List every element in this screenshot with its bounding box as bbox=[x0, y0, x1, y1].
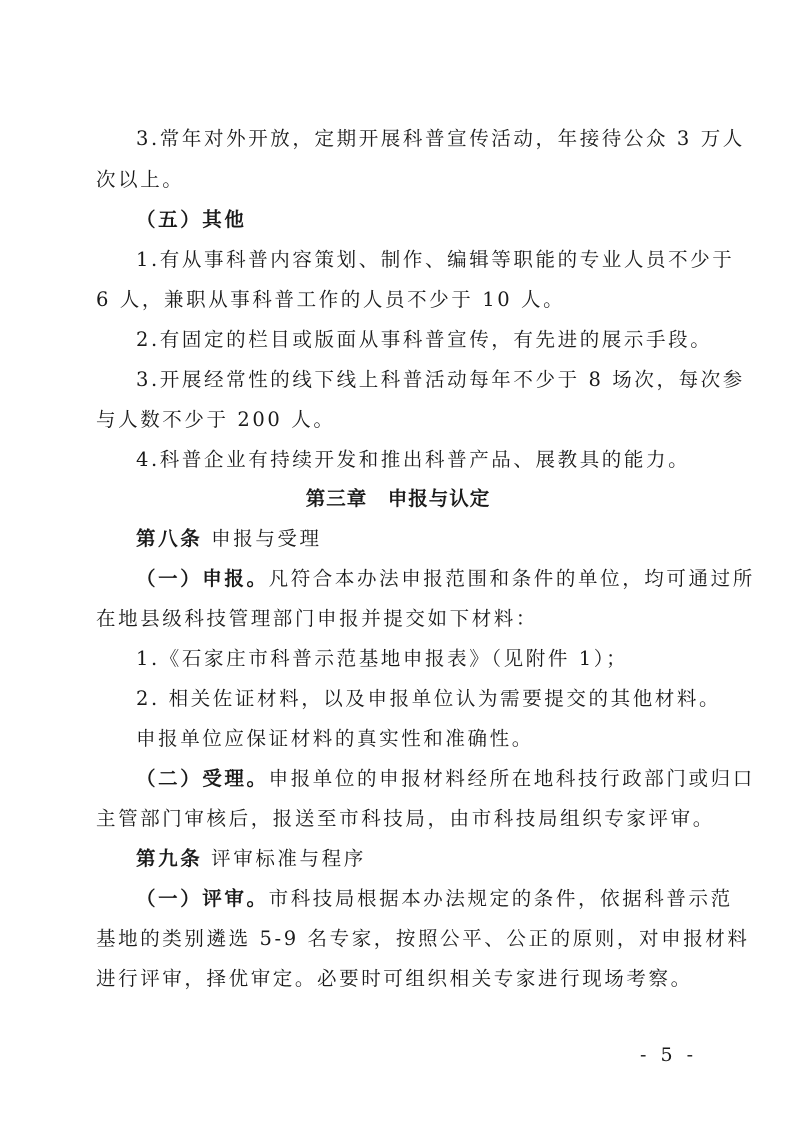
paragraph-line bbox=[136, 567, 755, 591]
article-label: 第九条 bbox=[136, 847, 203, 870]
list-item: 1.《石家庄市科普示范基地申报表》（见附件 1）； bbox=[136, 647, 629, 670]
article-title: 申报与受理 bbox=[211, 527, 322, 550]
paragraph-line: 申报单位应保证材料的真实性和准确性。 bbox=[136, 727, 534, 750]
article-label: 第八条 bbox=[136, 527, 203, 550]
paragraph-line: 6 人，兼职从事科普工作的人员不少于 10 人。 bbox=[96, 288, 566, 311]
paragraph-line bbox=[136, 767, 755, 791]
clause-keyword: （二）受理。 bbox=[136, 767, 269, 790]
paragraph-line: 基地的类别遴选 5-9 名专家，按照公平、公正的原则，对申报材料 bbox=[96, 927, 750, 950]
paragraph-line: 主管部门审核后，报送至市科技局，由市科技局组织专家评审。 bbox=[96, 807, 715, 830]
clause-keyword: （一）申报。 bbox=[136, 567, 269, 590]
clause-text: 凡符合本办法申报范围和条件的单位，均可通过所 bbox=[268, 567, 755, 590]
section-heading-other: （五）其他 bbox=[136, 208, 247, 231]
paragraph-line: 1.有从事科普内容策划、制作、编辑等职能的专业人员不少于 bbox=[136, 248, 735, 271]
paragraph-line: 3.开展经常性的线下线上科普活动每年不少于 8 场次，每次参 bbox=[136, 368, 745, 391]
article-title: 评审标准与程序 bbox=[211, 847, 366, 870]
paragraph-line: 进行评审，择优审定。必要时可组织相关专家进行现场考察。 bbox=[96, 967, 693, 990]
clause-text: 市科技局根据本办法规定的条件，依据科普示范 bbox=[268, 887, 733, 910]
paragraph-line: 在地县级科技管理部门申报并提交如下材料： bbox=[96, 607, 539, 630]
page-number: - 5 - bbox=[640, 1044, 698, 1066]
clause-keyword: （一）评审。 bbox=[136, 887, 269, 910]
article-9-heading bbox=[136, 847, 700, 871]
paragraph-line: 4.科普企业有持续开发和推出科普产品、展教具的能力。 bbox=[136, 448, 691, 471]
list-item: 2. 相关佐证材料，以及申报单位认为需要提交的其他材料。 bbox=[136, 687, 722, 710]
paragraph-line bbox=[136, 887, 733, 911]
article-8-heading bbox=[136, 527, 700, 551]
paragraph-line: 3.常年对外开放，定期开展科普宣传活动，年接待公众 3 万人 bbox=[136, 127, 745, 150]
paragraph-line: 2.有固定的栏目或版面从事科普宣传，有先进的展示手段。 bbox=[136, 328, 713, 351]
paragraph-line: 次以上。 bbox=[96, 168, 185, 191]
paragraph-line: 与人数不少于 200 人。 bbox=[96, 408, 336, 431]
chapter-heading: 第三章 申报与认定 bbox=[305, 487, 491, 510]
clause-text: 申报单位的申报材料经所在地科技行政部门或归口 bbox=[268, 767, 755, 790]
